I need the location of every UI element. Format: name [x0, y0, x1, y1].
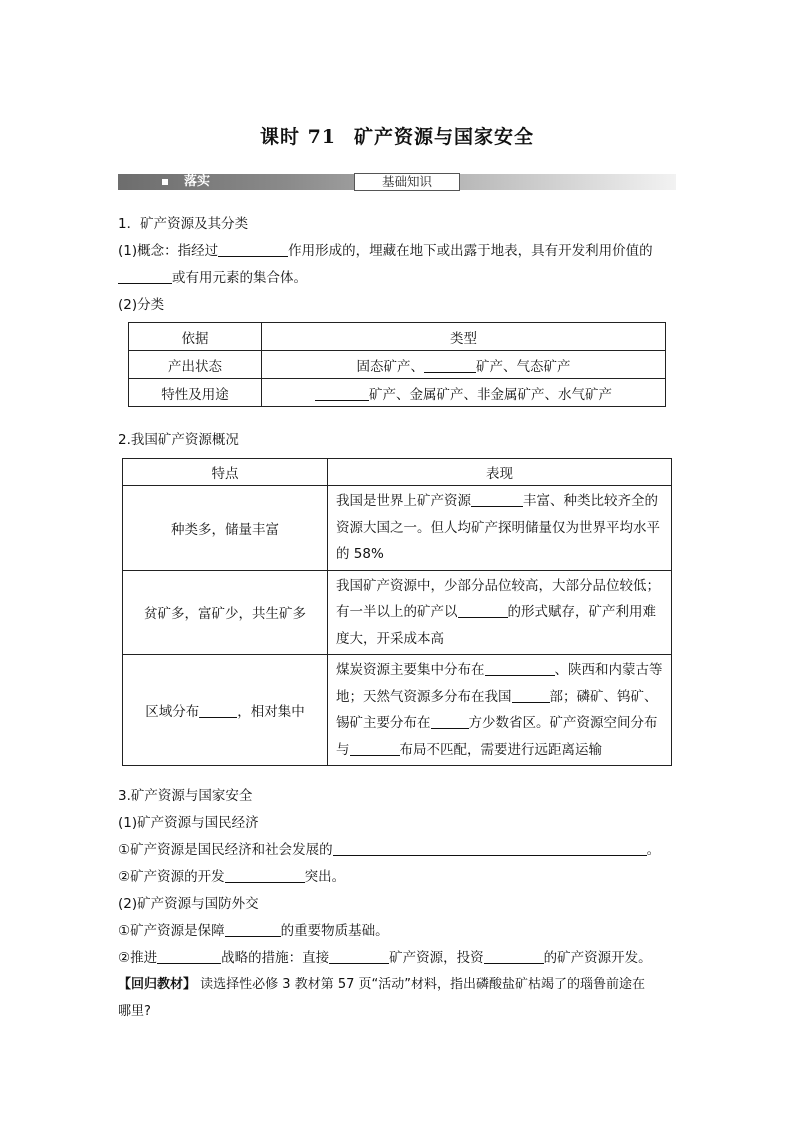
table-row: [129, 351, 666, 379]
banner-tag: 落实: [184, 174, 211, 189]
banner-label: 基础知识: [354, 173, 460, 191]
cell-text: ，相对集中: [237, 704, 305, 720]
table-cell: 产出状态: [129, 351, 262, 379]
line-text: ①矿产资源是国民经济和社会发展的: [118, 842, 333, 858]
concept-text-a: (1)概念：指经过: [118, 243, 219, 259]
fill-blank[interactable]: [484, 949, 544, 964]
cell-text: 我国是世界上矿产资源: [336, 493, 471, 509]
cell-text: 布局不匹配，需要进行远距离运输: [399, 741, 602, 758]
economy-line1: [118, 841, 660, 859]
square-bullet-icon: [162, 179, 168, 185]
section2-heading: 2.我国矿产资源概况: [118, 432, 239, 448]
line-text: 战略的措施：直接: [221, 950, 330, 966]
cell-text: 我国矿产资源中，少部分品位较高，大部分品位较低；: [336, 577, 660, 594]
table-cell: [328, 570, 672, 655]
cell-text: 矿产、金属矿产、非金属矿产、水气矿产: [369, 386, 612, 403]
fill-blank[interactable]: [199, 703, 237, 718]
return-tag: 【回归教材】: [118, 977, 197, 992]
lesson-topic: 矿产资源与国家安全: [354, 126, 535, 148]
fill-blank[interactable]: [225, 868, 305, 883]
economy-line2: [118, 868, 345, 886]
classification-table: [128, 322, 666, 407]
table-cell: [262, 379, 666, 407]
concept-text-b: 作用形成的，埋藏在地下或出露于地表，具有开发利用价值的: [288, 243, 653, 259]
section1-heading: 1．矿产资源及其分类: [118, 216, 249, 232]
cell-text: 的 58%: [336, 546, 384, 562]
cell-text: 部；磷矿、钨矿、: [549, 688, 658, 705]
cell-text: 有一半以上的矿产以: [336, 604, 458, 620]
fill-blank[interactable]: [458, 603, 508, 618]
table-header: 表现: [328, 459, 672, 486]
classify-heading: (2)分类: [118, 297, 165, 313]
cell-text: 丰富、种类比较齐全的: [523, 493, 658, 509]
concept-text-c: 或有用元素的集合体。: [172, 270, 307, 286]
table-cell: [123, 655, 328, 766]
table-cell: 种类多，储量丰富: [123, 486, 328, 571]
table-row: [123, 486, 672, 571]
cell-text: 区域分布: [145, 704, 200, 720]
line-text: 的重要物质基础。: [280, 923, 389, 939]
overview-table: [122, 458, 672, 766]
page-title: [0, 122, 794, 149]
table-cell: [262, 351, 666, 379]
line-text: 突出。: [304, 869, 346, 885]
line-text: ①矿产资源是保障: [118, 923, 225, 939]
table-header: 依据: [129, 323, 262, 351]
fill-blank[interactable]: [225, 922, 281, 937]
fill-blank[interactable]: [157, 949, 221, 964]
fill-blank[interactable]: [218, 242, 288, 257]
return-textbook-line2: 哪里?: [118, 1004, 151, 1019]
cell-text: 、陕西和内蒙古等: [554, 662, 663, 678]
table-cell: 贫矿多，富矿少，共生矿多: [123, 570, 328, 655]
fill-blank[interactable]: [315, 386, 369, 401]
cell-text: 方少数省区。矿产资源空间分布: [468, 715, 658, 731]
table-row: [123, 655, 672, 766]
defense-line2: [118, 949, 652, 967]
line-text: ②矿产资源的开发: [118, 869, 225, 885]
fill-blank[interactable]: [471, 492, 523, 507]
cell-text: 资源大国之一。但人均矿产探明储量仅为世界平均水平: [336, 519, 660, 536]
line-text: 矿产资源，投资: [389, 950, 484, 966]
cell-text: 固态矿产、: [356, 358, 424, 375]
cell-text: 煤炭资源主要集中分布在: [336, 662, 485, 678]
subheading-economy: (1)矿产资源与国民经济: [118, 815, 259, 831]
cell-text: 锡矿主要分布在: [336, 715, 431, 731]
subheading-defense: (2)矿产资源与国防外交: [118, 896, 259, 912]
fill-blank[interactable]: [329, 949, 389, 964]
cell-text: 矿产、气态矿产: [476, 358, 571, 375]
return-textbook-line: [118, 976, 645, 994]
line-text: 。: [646, 842, 661, 858]
table-header: 类型: [262, 323, 666, 351]
table-header-row: [123, 459, 672, 486]
lesson-number: 课时 71: [259, 126, 337, 148]
defense-line1: [118, 922, 389, 940]
cell-text: 地；天然气资源多分布在我国: [336, 688, 512, 705]
line-text: ②推进: [118, 950, 158, 966]
cell-text: 度大，开采成本高: [336, 630, 444, 647]
table-header-row: [129, 323, 666, 351]
section3-heading: 3.矿产资源与国家安全: [118, 788, 253, 804]
line-text: 的矿产资源开发。: [543, 950, 652, 966]
cell-text: 的形式赋存，矿产利用难: [507, 604, 656, 620]
table-row: [129, 379, 666, 407]
concept-line2: [118, 269, 307, 287]
fill-blank[interactable]: [118, 269, 172, 284]
fill-blank[interactable]: [431, 714, 469, 729]
section-banner: [118, 172, 676, 192]
fill-blank[interactable]: [424, 358, 476, 373]
table-cell: [328, 486, 672, 571]
table-header: 特点: [123, 459, 328, 486]
table-cell: [328, 655, 672, 766]
table-row: [123, 570, 672, 655]
fill-blank[interactable]: [512, 688, 550, 703]
cell-text: 与: [336, 741, 350, 758]
return-text: 读选择性必修 3 教材第 57 页“活动”材料，指出磷酸盐矿枯竭了的瑙鲁前途在: [200, 977, 645, 992]
concept-line1: [118, 242, 653, 260]
fill-blank[interactable]: [485, 661, 555, 676]
fill-blank[interactable]: [333, 841, 647, 856]
table-cell: 特性及用途: [129, 379, 262, 407]
fill-blank[interactable]: [350, 741, 400, 756]
